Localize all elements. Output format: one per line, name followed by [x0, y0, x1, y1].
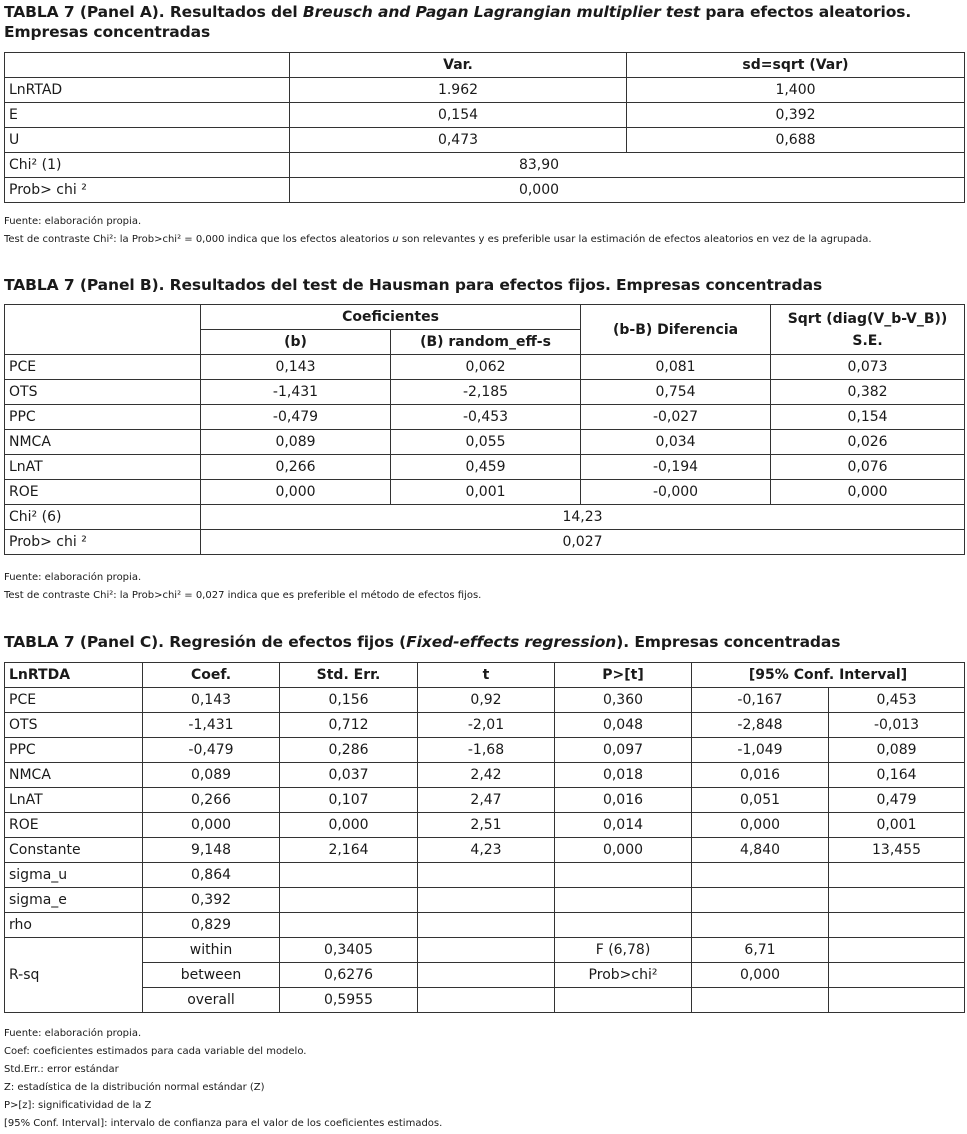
table-row: PCE 0,143 0,062 0,081 0,073	[5, 355, 965, 380]
table-row: LnRTAD 1.962 1,400	[5, 78, 965, 103]
chi-row: Chi² (6) 14,23	[5, 505, 965, 530]
col-coeficientes: Coeficientes	[201, 305, 581, 330]
table-row: Constante 9,148 2,164 4,23 0,000 4,840 13,455	[5, 838, 965, 863]
panel-c-notes: Fuente: elaboración propia. Coef: coeficientes estimados para cada variable del modelo. Std.Err.: error estándar Z: estadística de la distribución normal estándar (Z) P>[z]: significatividad de la Z [95% Conf. Interval]: intervalo de confianza para el valor de los coeficientes estimados.	[4, 1028, 443, 1129]
col-B: (B) random_eff-s	[391, 330, 581, 355]
table-row: ROE 0,000 0,000 2,51 0,014 0,000 0,001	[5, 813, 965, 838]
col-diferencia: (b-B) Diferencia	[581, 305, 771, 355]
table-row: PPC -0,479 0,286 -1,68 0,097 -1,049 0,089	[5, 738, 965, 763]
table-row: sigma_u 0,864	[5, 863, 965, 888]
panel-b-table	[4, 304, 965, 555]
rsq-row: overall 0,5955	[5, 988, 965, 1013]
table-row: NMCA 0,089 0,055 0,034 0,026	[5, 430, 965, 455]
table-header	[5, 305, 965, 330]
panel-a-title: TABLA 7 (Panel A). Resultados del Breusch and Pagan Lagrangian multiplier test para efectos aleatorios. Empresas concentradas	[4, 3, 912, 41]
table-row: OTS -1,431 -2,185 0,754 0,382	[5, 380, 965, 405]
col-sd: sd=sqrt (Var)	[627, 53, 965, 78]
table-header	[5, 53, 965, 78]
table-row: ROE 0,000 0,001 -0,000 0,000	[5, 480, 965, 505]
table-row: U 0,473 0,688	[5, 128, 965, 153]
table-row: rho 0,829	[5, 913, 965, 938]
panel-c-table	[4, 662, 965, 1013]
table-row: PCE 0,143 0,156 0,92 0,360 -0,167 0,453	[5, 688, 965, 713]
panel-b-title: TABLA 7 (Panel B). Resultados del test de Hausman para efectos fijos. Empresas concentradas	[4, 276, 823, 294]
panel-a-notes: Fuente: elaboración propia. Test de contraste Chi²: la Prob>chi² = 0,000 indica que los efectos aleatorios u son relevantes y es preferible usar la estimación de efectos aleatorios en vez de la agrupada.	[4, 216, 872, 245]
panel-c-title: TABLA 7 (Panel C). Regresión de efectos fijos (Fixed-effects regression). Empresas concentradas	[4, 633, 841, 651]
panel-a-table	[4, 52, 965, 203]
table-row: NMCA 0,089 0,037 2,42 0,018 0,016 0,164	[5, 763, 965, 788]
col-se: Sqrt (diag(V_b-V_B)) S.E.	[771, 305, 965, 355]
prob-row: Prob> chi ² 0,000	[5, 178, 965, 203]
prob-row: Prob> chi ² 0,027	[5, 530, 965, 555]
table-row: OTS -1,431 0,712 -2,01 0,048 -2,848 -0,013	[5, 713, 965, 738]
table-row: PPC -0,479 -0,453 -0,027 0,154	[5, 405, 965, 430]
chi-row: Chi² (1) 83,90	[5, 153, 965, 178]
table-row: LnAT 0,266 0,107 2,47 0,016 0,051 0,479	[5, 788, 965, 813]
table-row: E 0,154 0,392	[5, 103, 965, 128]
col-var: Var.	[290, 53, 627, 78]
table-header: LnRTDA Coef. Std. Err. t P>[t] [95% Conf. Interval]	[5, 663, 965, 688]
rsq-row: R-sq within 0,3405 F (6,78) 6,71	[5, 938, 965, 963]
table-row: sigma_e 0,392	[5, 888, 965, 913]
table-row: LnAT 0,266 0,459 -0,194 0,076	[5, 455, 965, 480]
rsq-row: between 0,6276 Prob>chi² 0,000	[5, 963, 965, 988]
col-b: (b)	[201, 330, 391, 355]
panel-b-notes: Fuente: elaboración propia. Test de contraste Chi²: la Prob>chi² = 0,027 indica que es preferible el método de efectos fijos.	[4, 572, 482, 601]
